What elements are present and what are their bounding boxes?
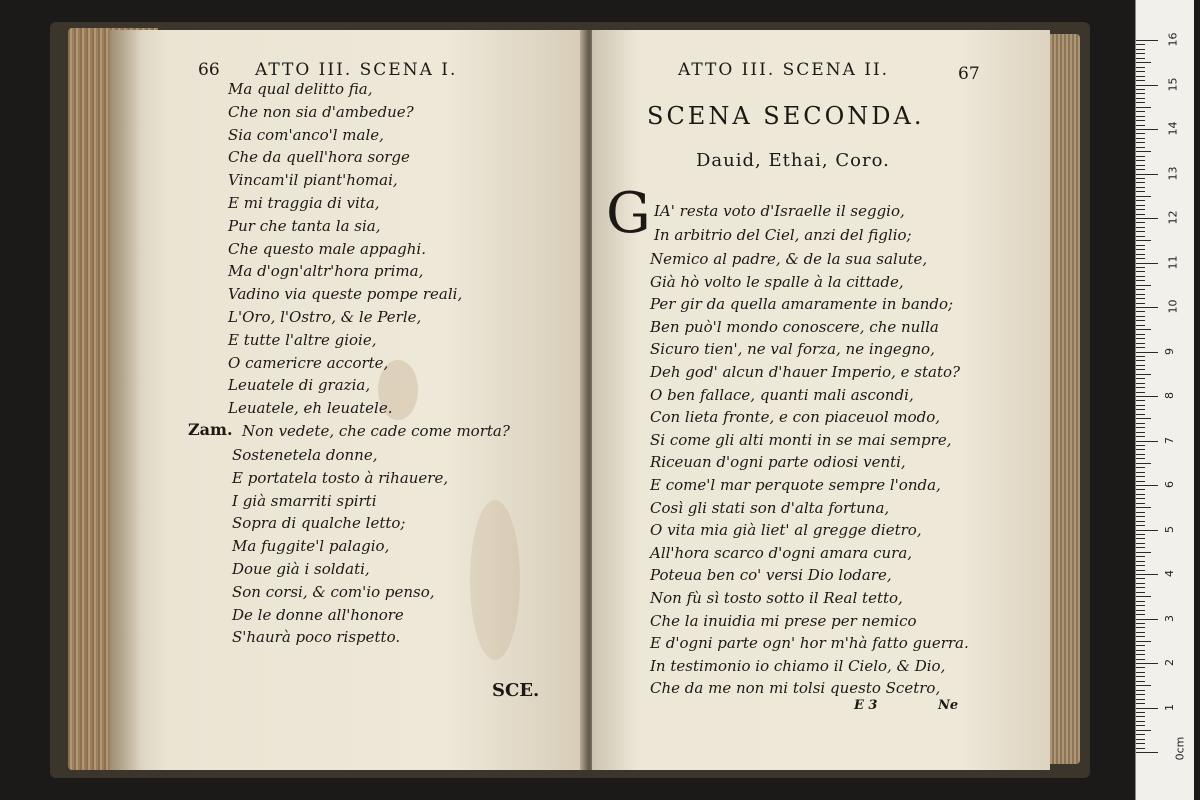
verse-line: O ben fallace, quanti mali ascondi, [650,385,914,404]
ruler-tick [1136,512,1145,513]
ruler-tick [1136,525,1145,526]
ruler-tick [1136,311,1145,312]
ruler-tick [1136,85,1158,86]
ruler-tick [1136,703,1145,704]
ruler-tick [1136,40,1158,41]
ruler-label: 7 [1163,436,1176,444]
verse-line: Sopra di qualche letto; [232,514,406,533]
ruler-tick [1136,209,1145,210]
ruler-tick [1136,614,1145,615]
paper-stain [470,500,520,660]
ruler-tick [1136,543,1145,544]
verse-line: IA' resta voto d'Israelle il seggio, [654,202,905,220]
ruler-tick [1136,730,1151,731]
ruler-label: 1 [1163,703,1176,711]
ruler-tick [1136,102,1145,103]
ruler-tick [1136,454,1145,455]
ruler-tick [1136,583,1145,584]
ruler-tick [1136,734,1145,735]
ruler-tick [1136,574,1158,575]
verse-line: Così gli stati son d'alta fortuna, [650,498,890,517]
verse-line: O camericre accorte, [228,353,389,372]
verse-line: Ma fuggite'l palagio, [232,537,390,556]
page-curl-shadow [110,30,142,770]
verse-line: Con lieta fronte, e con piaceuol modo, [650,408,941,427]
ruler-tick [1136,236,1145,237]
verse-line: Vadino via queste pompe reali, [228,285,463,304]
ruler-tick [1136,467,1145,468]
verse-line: Che da quell'hora sorge [228,148,410,167]
verse-line: In testimonio io chiamo il Cielo, & Dio, [650,656,946,675]
ruler-tick [1136,663,1158,664]
ruler-tick [1136,227,1145,228]
ruler-label: 13 [1166,166,1180,180]
ruler-tick [1136,708,1158,709]
ruler-tick [1136,476,1145,477]
ruler-tick [1136,472,1145,473]
ruler-label: 5 [1163,525,1176,533]
ruler-tick [1136,205,1145,206]
ruler-tick [1136,182,1145,183]
ruler-label: 2 [1163,659,1176,666]
running-head: ATTO III. SCENA I. [255,60,458,80]
ruler-tick [1136,334,1145,335]
ruler-tick [1136,547,1145,548]
ruler-tick [1136,133,1145,134]
ruler-tick [1136,156,1145,157]
ruler-tick [1136,507,1151,508]
ruler-tick [1136,214,1145,215]
verse-line: Che non sia d'ambedue? [228,102,414,121]
ruler-tick [1136,423,1145,424]
ruler-tick [1136,538,1145,539]
ruler-tick [1136,329,1151,330]
ruler-tick [1136,645,1145,646]
ruler-tick [1136,534,1145,535]
ruler-tick [1136,552,1151,553]
ruler-tick [1136,258,1145,259]
ruler-tick [1136,445,1145,446]
ruler-tick [1136,374,1151,375]
ruler-tick [1136,378,1145,379]
ruler-label: 16 [1166,32,1180,47]
verse-line: E d'ogni parte ogn' hor m'hà fatto guerra. [650,634,969,653]
ruler-label: 11 [1166,255,1180,269]
ruler-tick [1136,578,1145,579]
ruler-tick [1136,196,1151,197]
ruler-tick [1136,218,1158,219]
ruler-tick [1136,89,1145,90]
ruler-tick [1136,387,1145,388]
ruler-tick [1136,267,1145,268]
ruler-tick [1136,320,1145,321]
ruler-tick [1136,392,1145,393]
ruler-tick [1136,458,1145,459]
ruler-tick [1136,222,1145,223]
ruler-label: 8 [1163,392,1176,399]
ruler-tick [1136,169,1145,170]
ruler-tick [1136,325,1145,326]
verse-line: E portatela tosto à rihauere, [232,468,449,487]
ruler-tick [1136,174,1158,175]
verse-line: Che questo male appaghi. [228,239,426,258]
verse-line: Riceuan d'ogni parte odiosi venti, [650,453,906,472]
ruler-tick [1136,76,1145,77]
drop-cap-initial: G [606,181,651,246]
ruler-tick [1136,303,1145,304]
ruler-tick [1136,289,1145,290]
ruler-tick [1136,178,1145,179]
ruler-tick [1136,352,1158,353]
ruler-tick [1136,396,1158,397]
verse-line: Leuatele, eh leuatele. [228,399,393,418]
ruler-tick [1136,596,1151,597]
ruler-label: 9 [1163,347,1176,355]
ruler-tick [1136,365,1145,366]
ruler-tick [1136,360,1145,361]
ruler-tick [1136,463,1151,464]
verse-line: Ma qual delitto fia, [228,80,373,98]
ruler-tick [1136,294,1145,295]
ruler-tick [1136,650,1145,651]
ruler-tick [1136,271,1145,272]
ruler-tick [1136,610,1145,611]
ruler-label: 12 [1166,210,1180,225]
verse-line: E mi traggia di vita, [228,194,380,212]
ruler-label: 6 [1163,481,1176,488]
ruler-tick [1136,116,1145,117]
ruler-tick [1136,165,1145,166]
ruler-tick [1136,739,1145,740]
ruler-tick [1136,409,1145,410]
ruler-tick [1136,699,1145,700]
ruler-tick [1136,263,1158,264]
verse-line: L'Oro, l'Ostro, & le Perle, [228,308,422,326]
ruler-tick [1136,672,1145,673]
ruler-tick [1136,432,1145,433]
ruler-tick [1136,565,1145,566]
verse-line: Che da me non mi tolsi questo Scetro, [650,679,941,698]
ruler-label: 15 [1166,77,1180,91]
ruler-tick [1136,307,1158,308]
ruler-tick [1136,400,1145,401]
ruler-label: 3 [1163,614,1176,622]
ruler-tick [1136,654,1145,655]
ruler-tick [1136,280,1145,281]
ruler-tick [1136,53,1145,54]
ruler-tick [1136,129,1158,130]
ruler-tick [1136,721,1145,722]
ruler-tick [1136,383,1145,384]
ruler-tick [1136,676,1145,677]
ruler-tick [1136,725,1145,726]
ruler-tick [1136,716,1145,717]
ruler-unit-label: 0cm [1173,736,1187,761]
ruler-tick [1136,521,1145,522]
ruler-tick [1136,111,1145,112]
verse-line: Son corsi, & com'io penso, [232,582,435,601]
catchword: SCE. [492,680,540,701]
ruler-tick [1136,138,1145,139]
ruler-tick [1136,441,1158,442]
speaker-label: Zam. [188,420,233,439]
signature-mark: E 3 [854,698,878,713]
ruler-tick [1136,249,1145,250]
ruler-tick [1136,561,1145,562]
ruler-tick [1136,316,1145,317]
ruler-tick [1136,71,1145,72]
verse-line: S'haurà poco rispetto. [232,628,401,647]
verse-line: Leuatele di grazia, [228,376,371,395]
ruler-tick [1136,276,1145,277]
ruler-tick [1136,120,1145,121]
ruler-tick [1136,285,1151,286]
ruler-tick [1136,147,1145,148]
ruler-tick [1136,636,1145,637]
ruler-tick [1136,619,1158,620]
characters-list: Dauid, Ethai, Coro. [696,150,890,171]
ruler-tick [1136,516,1145,517]
ruler-tick [1136,245,1145,246]
ruler-tick [1136,530,1158,531]
ruler-tick [1136,80,1145,81]
ruler-tick [1136,712,1145,713]
verse-line: Poteua ben co' versi Dio lodare, [650,566,892,585]
verse-line: Non fù sì tosto sotto il Real tetto, [650,589,903,607]
ruler-label: 10 [1166,299,1180,314]
ruler-tick [1136,160,1145,161]
ruler-tick [1136,659,1145,660]
ruler-tick [1136,690,1145,691]
verse-line: Ben può'l mondo conoscere, che nulla [650,317,939,336]
verse-line: O vita mia già liet' al gregge dietro, [650,521,922,540]
right-page [592,30,1050,770]
verse-line: Nemico al padre, & de la sua salute, [650,250,928,268]
ruler-tick [1136,338,1145,339]
ruler-tick [1136,240,1151,241]
ruler-tick [1136,605,1145,606]
ruler-tick [1136,641,1151,642]
ruler-tick [1136,98,1145,99]
verse-line: Deh god' alcun d'hauer Imperio, e stato? [650,363,961,381]
ruler-tick [1136,58,1145,59]
ruler-tick [1136,494,1145,495]
verse-line: Non vedete, che cade come morta? [242,422,510,440]
ruler-tick [1136,187,1145,188]
ruler-tick [1136,748,1145,749]
verse-line: Per gir da quella amaramente in bando; [650,295,954,314]
ruler-tick [1136,343,1145,344]
verse-line: Già hò volto le spalle à la cittade, [650,272,904,291]
verse-line: Doue già i soldati, [232,560,370,578]
verse-line: Ma d'ogn'altr'hora prima, [228,262,424,281]
verse-line: Sostenetela donne, [232,446,378,464]
catchword: Ne [938,698,959,713]
ruler-tick [1136,743,1145,744]
ruler-tick [1136,107,1151,108]
page-number: 67 [958,64,980,84]
ruler-tick [1136,356,1145,357]
ruler-tick [1136,481,1145,482]
ruler-tick [1136,427,1145,428]
ruler-tick [1136,449,1145,450]
ruler-tick [1136,67,1145,68]
ruler-tick [1136,498,1145,499]
ruler-tick [1136,125,1145,126]
ruler-tick [1136,369,1145,370]
measuring-ruler [1135,0,1194,800]
ruler-tick [1136,200,1145,201]
verse-line: Sicuro tien', ne val forza, ne ingegno, [650,340,935,359]
ruler-tick [1136,254,1145,255]
ruler-tick [1136,93,1145,94]
verse-line: In arbitrio del Ciel, anzi del figlio; [654,226,912,244]
verse-line: Che la inuidia mi prese per nemico [650,611,917,630]
ruler-tick [1136,681,1145,682]
ruler-tick [1136,556,1145,557]
verse-line: Sia com'anco'l male, [228,125,384,144]
running-head: ATTO III. SCENA II. [678,60,890,80]
scene-title: SCENA SECONDA. [647,102,925,130]
ruler-tick [1136,142,1145,143]
ruler-label: 14 [1166,121,1180,136]
verse-line: Si come gli alti monti in se mai sempre, [650,430,952,449]
ruler-tick [1136,752,1158,753]
ruler-tick [1136,667,1145,668]
ruler-tick [1136,405,1145,406]
verse-line: E come'l mar perquote sempre l'onda, [650,476,941,494]
ruler-label: 4 [1163,570,1176,577]
ruler-tick [1136,623,1145,624]
verse-line: De le donne all'honore [232,605,404,624]
verse-line: E tutte l'altre gioie, [228,330,377,349]
ruler-tick [1136,418,1151,419]
ruler-tick [1136,414,1145,415]
ruler-tick [1136,191,1145,192]
ruler-tick [1136,298,1145,299]
ruler-tick [1136,632,1145,633]
ruler-tick [1136,347,1145,348]
ruler-tick [1136,587,1145,588]
ruler-tick [1136,489,1145,490]
ruler-tick [1136,694,1145,695]
ruler-tick [1136,685,1151,686]
ruler-tick [1136,231,1145,232]
ruler-tick [1136,503,1145,504]
ruler-tick [1136,44,1145,45]
ruler-tick [1136,62,1151,63]
left-page [110,30,588,770]
verse-line: I già smarriti spirti [232,491,377,510]
verse-line: Vincam'il piant'homai, [228,171,398,190]
verse-line: Pur che tanta la sia, [228,216,381,235]
ruler-tick [1136,592,1145,593]
ruler-tick [1136,485,1158,486]
page-number: 66 [198,60,220,80]
ruler-tick [1136,570,1145,571]
ruler-tick [1136,49,1145,50]
ruler-tick [1136,627,1145,628]
ruler-tick [1136,601,1145,602]
ruler-tick [1136,436,1145,437]
verse-line: All'hora scarco d'ogni amara cura, [650,543,913,562]
ruler-tick [1136,151,1151,152]
